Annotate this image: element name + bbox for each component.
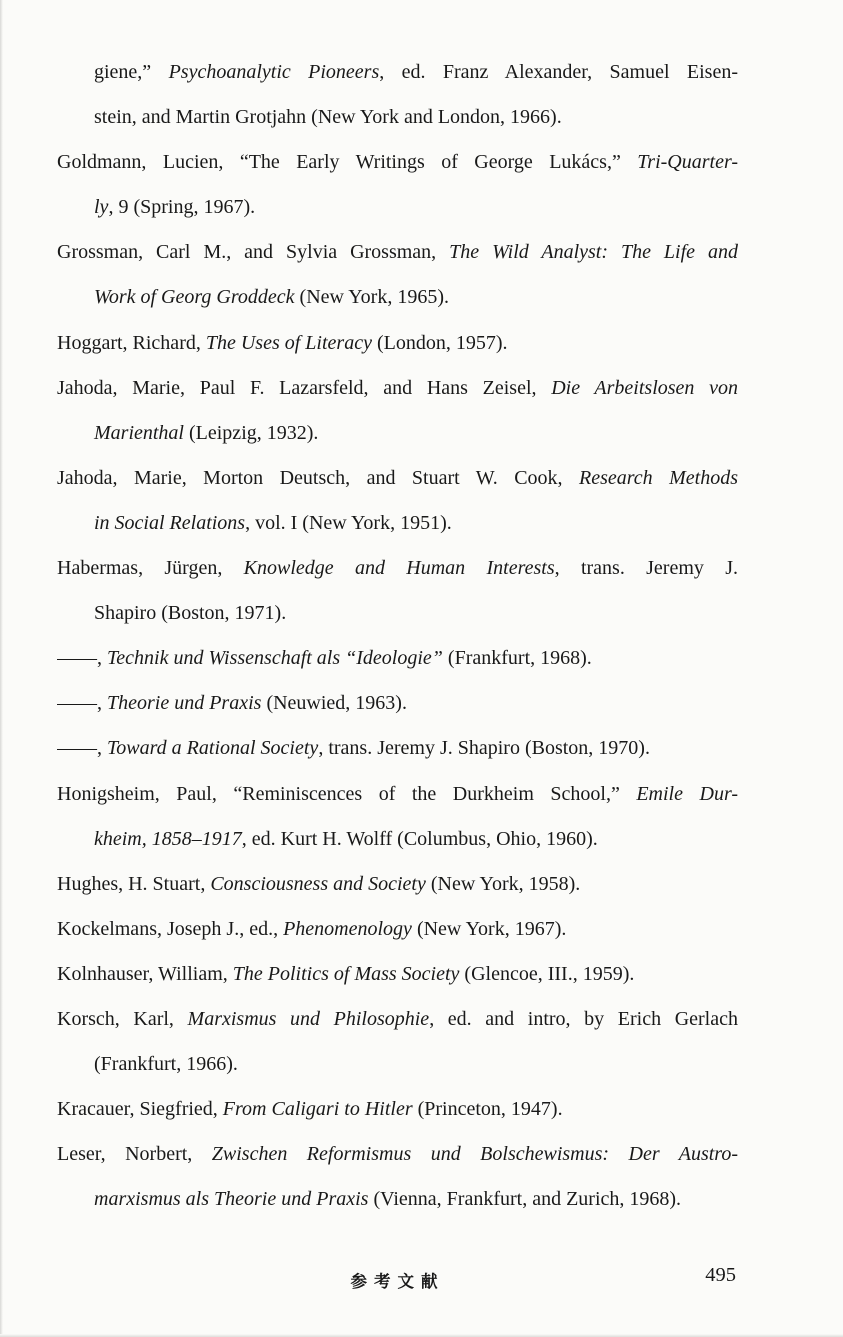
entry-line (57, 862, 738, 907)
bibliography-entry (57, 50, 738, 140)
entry-text-roman: stein, and Martin Grotjahn (New York and London, 1966). (94, 106, 562, 129)
entry-line (57, 366, 738, 411)
entry-text-roman: , trans. Jeremy J. (554, 557, 738, 580)
entry-line (57, 275, 738, 320)
bibliography-entry (57, 681, 738, 726)
entry-text-italic: From Caligari to Hitler (222, 1098, 413, 1121)
entry-text-italic: The Wild Analyst: The Life and (449, 241, 738, 264)
entry-text-roman: , 9 (Spring, 1967). (108, 196, 256, 219)
entry-line (57, 185, 738, 230)
entry-text-italic: ly (94, 196, 109, 219)
scan-edge-left (0, 0, 3, 1337)
page-footer (57, 1264, 738, 1296)
entry-text-italic: Emile Dur- (636, 782, 738, 805)
bibliography-entry (57, 772, 738, 862)
entry-text-roman: Habermas, Jürgen, (57, 557, 244, 580)
entry-text-roman: ——, (57, 647, 107, 670)
entry-text-roman: (New York, 1965). (294, 286, 449, 309)
entry-text-roman: giene,” (94, 61, 169, 83)
entry-text-italic: Work of Georg Groddeck (94, 286, 295, 309)
entry-line (57, 1087, 738, 1132)
entry-text-italic: Technik und Wissenschaft als “Ideologie” (107, 647, 443, 670)
footer-section-label: 参考文献 (350, 1272, 445, 1291)
entry-text-roman: , vol. I (New York, 1951). (245, 511, 452, 534)
bibliography-entry (57, 546, 738, 636)
entry-text-italic: Marienthal (94, 421, 184, 444)
entry-text-roman: (Neuwied, 1963). (261, 692, 407, 715)
entry-text-roman: (New York, 1967). (411, 917, 567, 940)
entry-text-roman: Goldmann, Lucien, “The Early Writings of George Lukács,” (57, 151, 638, 174)
entry-text-roman: (Leipzig, 1932). (184, 421, 319, 444)
entry-text-italic: The Uses of Literacy (205, 331, 372, 354)
bibliography-entry (57, 366, 738, 456)
entry-text-roman: , ed. Franz Alexander, Samuel Eisen- (379, 61, 738, 83)
footer-page-number: 495 (705, 1264, 736, 1286)
bibliography-entry (57, 997, 738, 1087)
entry-text-italic: Marxismus und Philosophie (187, 1007, 430, 1030)
entry-line (57, 681, 738, 726)
entry-text-roman: (Frankfurt, 1968). (442, 647, 592, 670)
entry-text-roman: (Princeton, 1947). (412, 1098, 563, 1121)
entry-text-roman: (London, 1957). (371, 331, 508, 354)
entry-text-roman: Kockelmans, Joseph J., ed., (57, 917, 284, 940)
entry-text-roman: Hoggart, Richard, (57, 331, 206, 354)
entry-text-italic: Psychoanalytic Pioneers (168, 61, 380, 83)
entry-text-roman: Honigsheim, Paul, “Reminiscences of the Durkheim School,” (57, 782, 637, 805)
entry-line (57, 546, 738, 591)
entry-line (57, 321, 738, 366)
entry-line (57, 591, 738, 636)
entry-text-roman: (New York, 1958). (425, 872, 581, 895)
bibliography-entry (57, 636, 738, 681)
entry-line (57, 817, 738, 862)
entry-text-italic: marxismus als Theorie und Praxis (94, 1188, 369, 1211)
bibliography-entry (57, 862, 738, 907)
entry-text-roman: Leser, Norbert, (57, 1143, 212, 1166)
entry-line (57, 1132, 738, 1177)
entry-line (57, 997, 738, 1042)
entry-line (57, 952, 738, 997)
bibliography-entry (57, 140, 738, 230)
entry-text-roman: (Glencoe, III., 1959). (459, 962, 635, 985)
entry-text-roman: Hughes, H. Stuart, (57, 872, 211, 895)
entry-text-italic: Theorie und Praxis (107, 692, 262, 715)
entry-text-italic: Research Methods (579, 466, 738, 489)
bibliography-entry (57, 1132, 738, 1222)
entry-text-roman: Jahoda, Marie, Paul F. Lazarsfeld, and Hans Zeisel, (57, 376, 552, 399)
entry-text-roman: , trans. Jeremy J. Shapiro (Boston, 1970). (318, 737, 650, 760)
bibliography-list (57, 50, 738, 1222)
entry-line (57, 411, 738, 456)
bibliography-entry (57, 952, 738, 997)
entry-text-italic: kheim, 1858–1917 (94, 827, 242, 850)
entry-text-italic: Tri-Quarter- (637, 151, 738, 174)
entry-text-italic: Die Arbeitslosen von (551, 376, 738, 399)
entry-text-roman: , ed. Kurt H. Wolff (Columbus, Ohio, 1960). (241, 827, 598, 850)
entry-line (57, 501, 738, 546)
entry-text-roman: (Frankfurt, 1966). (94, 1053, 238, 1076)
entry-line (57, 230, 738, 275)
entry-text-roman: Kracauer, Siegfried, (57, 1098, 223, 1121)
entry-text-italic: Consciousness and Society (210, 872, 426, 895)
entry-text-roman: Jahoda, Marie, Morton Deutsch, and Stuart W. Cook, (57, 466, 579, 489)
entry-line (57, 50, 738, 95)
entry-text-roman: Kolnhauser, William, (57, 962, 233, 985)
entry-text-italic: Toward a Rational Society (107, 737, 319, 760)
entry-text-roman: , ed. and intro, by Erich Gerlach (429, 1007, 738, 1030)
entry-text-roman: Shapiro (Boston, 1971). (94, 602, 287, 625)
entry-text-italic: Knowledge and Human Interests (243, 557, 555, 580)
entry-line (57, 1042, 738, 1087)
entry-text-roman: (Vienna, Frankfurt, and Zurich, 1968). (368, 1188, 682, 1211)
bibliography-entry (57, 726, 738, 771)
entry-line (57, 1177, 738, 1222)
bibliography-entry (57, 907, 738, 952)
entry-line (57, 726, 738, 771)
entry-line (57, 636, 738, 681)
entry-line (57, 772, 738, 817)
bibliography-entry (57, 230, 738, 320)
entry-text-roman: ——, (57, 692, 107, 715)
entry-text-italic: Zwischen Reformismus und Bolschewismus: Der Austro- (211, 1143, 738, 1166)
entry-line (57, 95, 738, 140)
bibliography-entry (57, 1087, 738, 1132)
entry-line (57, 907, 738, 952)
entry-text-italic: Phenomenology (283, 917, 412, 940)
entry-text-italic: in Social Relations (94, 511, 246, 534)
entry-text-roman: Korsch, Karl, (57, 1007, 188, 1030)
bibliography-entry (57, 456, 738, 546)
entry-text-roman: ——, (57, 737, 107, 760)
entry-text-italic: The Politics of Mass Society (232, 962, 460, 985)
entry-line (57, 456, 738, 501)
entry-line (57, 140, 738, 185)
bibliography-entry (57, 321, 738, 366)
entry-text-roman: Grossman, Carl M., and Sylvia Grossman, (57, 241, 450, 264)
